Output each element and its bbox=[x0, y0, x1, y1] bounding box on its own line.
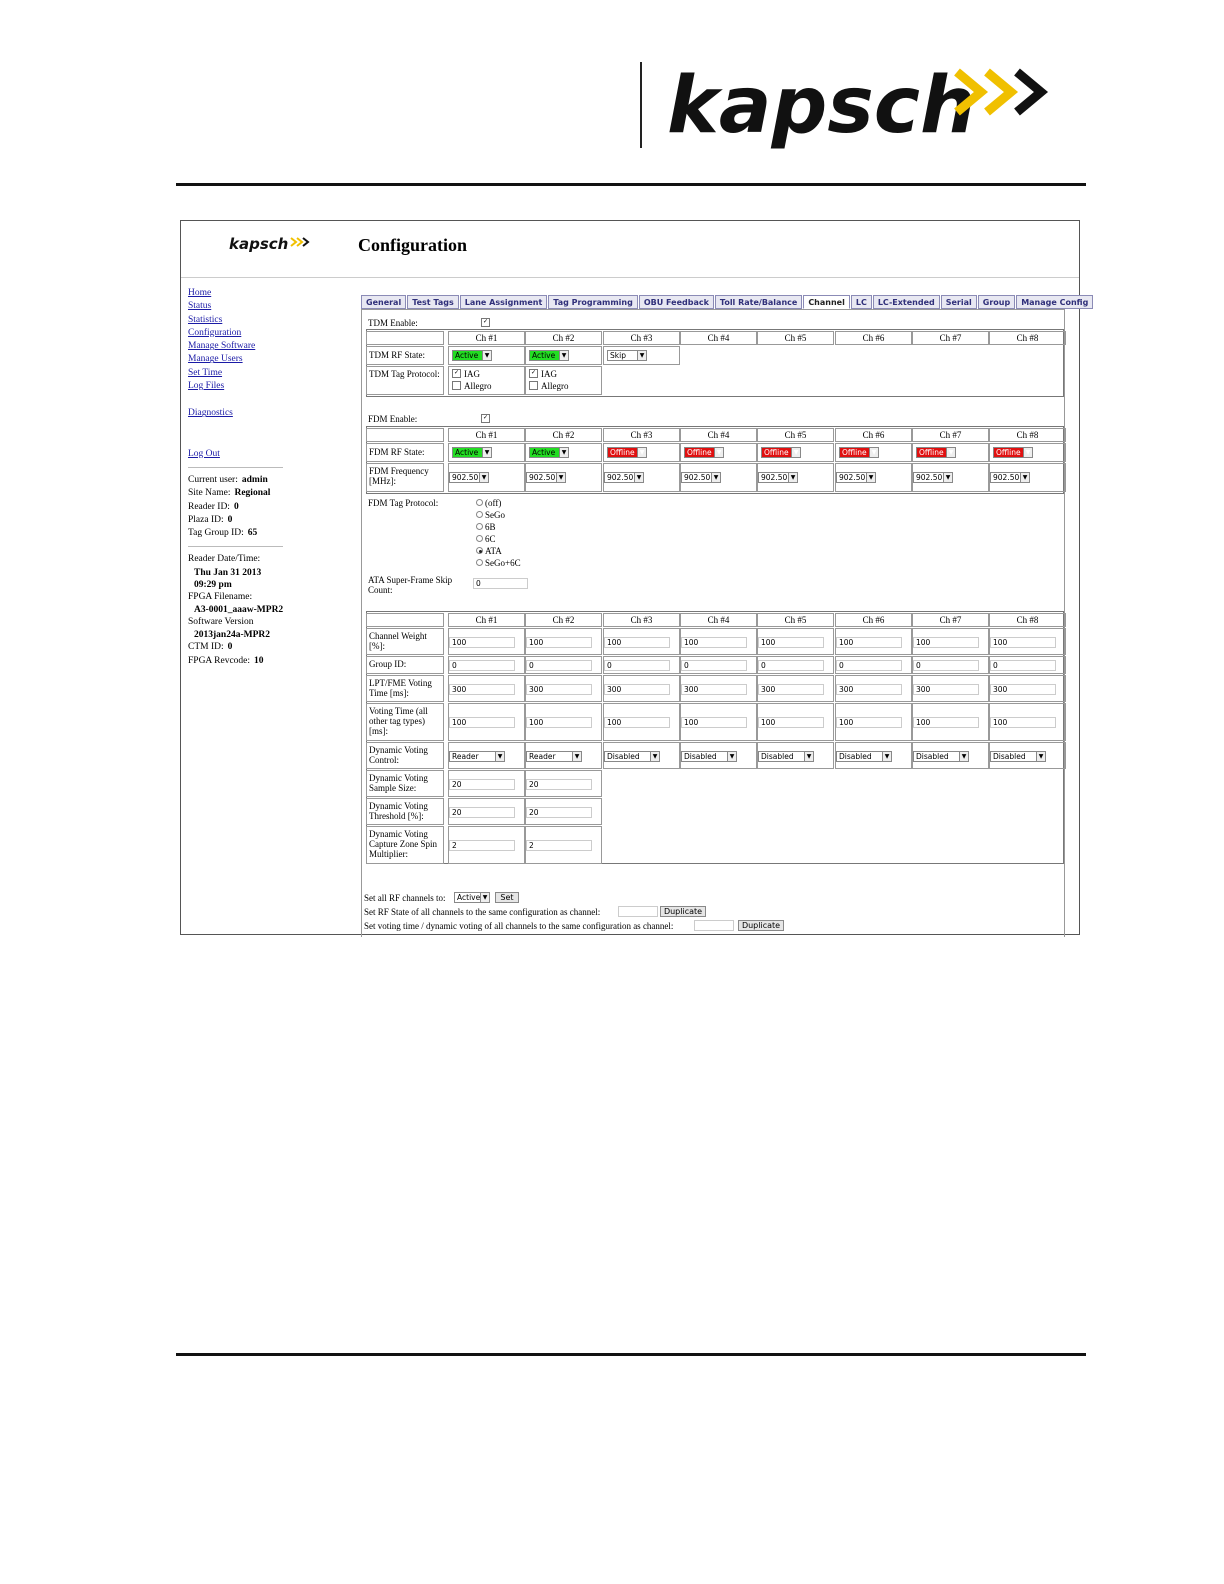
info-label: Reader ID: bbox=[188, 501, 230, 512]
info-plaza-id bbox=[188, 514, 358, 527]
fdm-enable-label: FDM Enable: bbox=[368, 414, 418, 424]
group_id-label-cell: Group ID: bbox=[366, 656, 444, 674]
select-value: Active bbox=[457, 893, 481, 902]
select-value: 902.50 bbox=[607, 473, 634, 482]
channel-header: Ch #6 bbox=[835, 331, 912, 345]
tab-serial[interactable]: Serial bbox=[941, 295, 977, 309]
info-value: Regional bbox=[234, 488, 271, 499]
group-id-input-ch2[interactable]: 0 bbox=[526, 660, 592, 671]
chevron-down-icon: ▼ bbox=[1036, 752, 1045, 761]
tab-general[interactable]: General bbox=[361, 295, 406, 309]
channel-weight-input-ch5[interactable]: 100 bbox=[758, 637, 824, 648]
dyn-threshold-input-ch1[interactable]: 20 bbox=[449, 807, 515, 818]
select-value: Offline bbox=[610, 448, 635, 457]
sidebar-link-manage-users[interactable]: Manage Users bbox=[188, 354, 243, 365]
fdm-frequency-select-ch4[interactable] bbox=[681, 472, 721, 483]
select-value: 902.50 bbox=[916, 473, 943, 482]
ctm-id: CTM ID: 0 bbox=[188, 642, 233, 653]
sidebar-link-manage-software[interactable]: Manage Software bbox=[188, 341, 256, 352]
channel-header: Ch #5 bbox=[757, 428, 834, 442]
software-version-label: Software Version bbox=[188, 617, 254, 628]
header-divider bbox=[640, 62, 642, 148]
channel-header: Ch #6 bbox=[835, 428, 912, 442]
fdm-frequency-select-ch3[interactable] bbox=[604, 472, 644, 483]
fpga-filename-label: FPGA Filename: bbox=[188, 591, 253, 602]
sidebar-link-log-files[interactable]: Log Files bbox=[188, 381, 225, 392]
chevron-down-icon: ▼ bbox=[711, 473, 720, 482]
select-value: 902.50 bbox=[839, 473, 866, 482]
lpt-input-ch8[interactable]: 300 bbox=[990, 684, 1056, 695]
info-label: Tag Group ID: bbox=[188, 528, 244, 539]
voting-time-input-ch2[interactable]: 100 bbox=[526, 717, 592, 728]
channel-header: Ch #7 bbox=[912, 613, 989, 627]
fdm-tag-protocol-option: 6C bbox=[485, 534, 496, 544]
app-logo-wordmark: kapsch bbox=[229, 235, 289, 253]
reader-date-label: Reader Date/Time: bbox=[188, 554, 261, 565]
info-tag-group-id bbox=[188, 527, 358, 540]
channel-header: Ch #1 bbox=[448, 428, 525, 442]
lpt-input-ch6[interactable]: 300 bbox=[836, 684, 902, 695]
reader-time: 09:29 pm bbox=[194, 579, 232, 590]
dyn_sample-label-cell: Dynamic Voting Sample Size: bbox=[366, 770, 444, 797]
info-label: Site Name: bbox=[188, 488, 231, 499]
lpt-label-cell: LPT/FME Voting Time [ms]: bbox=[366, 675, 444, 702]
dyn-control-select-ch4[interactable] bbox=[681, 751, 737, 762]
fdm-rf-state-label-cell: FDM RF State: bbox=[366, 443, 444, 462]
page-title: Configuration bbox=[358, 235, 468, 255]
dyn-sample-input-ch1[interactable]: 20 bbox=[449, 779, 515, 790]
channel-header: Ch #6 bbox=[835, 613, 912, 627]
info-value: admin bbox=[241, 474, 268, 485]
fdm-enable-checkbox[interactable]: ✓ bbox=[482, 415, 489, 421]
select-value: Disabled bbox=[916, 752, 949, 761]
app-logo bbox=[229, 233, 329, 255]
tdm-protocol-iag-checkbox-ch2[interactable]: ✓ bbox=[530, 370, 537, 376]
channel-weight-input-ch7[interactable]: 100 bbox=[913, 637, 979, 648]
chevron-down-icon: ▼ bbox=[1023, 448, 1032, 457]
lpt-input-ch3[interactable]: 300 bbox=[604, 684, 670, 695]
voting-time-input-ch7[interactable]: 100 bbox=[913, 717, 979, 728]
voting-time-input-ch6[interactable]: 100 bbox=[836, 717, 902, 728]
dyn_control-label-cell: Dynamic Voting Control: bbox=[366, 742, 444, 769]
voting_time-label-cell: Voting Time (all other tag types) [ms]: bbox=[366, 703, 444, 741]
select-value: Disabled bbox=[607, 752, 640, 761]
select-value: 902.50 bbox=[761, 473, 788, 482]
chevron-down-icon: ▼ bbox=[480, 893, 489, 902]
chevron-down-icon: ▼ bbox=[637, 448, 646, 457]
channel-header: Ch #7 bbox=[912, 331, 989, 345]
tdm-protocol-allegro-checkbox-ch1[interactable] bbox=[452, 381, 461, 390]
lpt-input-ch5[interactable]: 300 bbox=[758, 684, 824, 695]
dyn-control-select-ch6[interactable] bbox=[836, 751, 892, 762]
fdm-rf-state-select-ch3[interactable] bbox=[607, 447, 647, 458]
dyn-control-select-ch5[interactable] bbox=[758, 751, 814, 762]
ata-skip-count-label: ATA Super-Frame Skip Count: bbox=[368, 575, 453, 595]
dyn-capture-input-ch1[interactable]: 2 bbox=[449, 840, 515, 851]
tab-obu-feedback[interactable]: OBU Feedback bbox=[639, 295, 714, 309]
header-empty-cell bbox=[366, 331, 444, 345]
set-all-label: Set all RF channels to: bbox=[364, 893, 446, 903]
fdm-frequency-select-ch7[interactable] bbox=[913, 472, 953, 483]
info-current-user bbox=[188, 474, 358, 487]
tab-lc[interactable]: LC bbox=[851, 295, 872, 309]
fdm-frequency-select-ch5[interactable] bbox=[758, 472, 798, 483]
info-value: 0 bbox=[233, 501, 239, 512]
fpga-revcode: FPGA Revcode: 10 bbox=[188, 655, 264, 666]
sidebar-link-statistics[interactable]: Statistics bbox=[188, 314, 223, 325]
voting-duplicate-button[interactable]: Duplicate bbox=[738, 920, 784, 931]
voting-duplicate-label: Set voting time / dynamic voting of all channels to the same configuration as channel: bbox=[364, 921, 674, 931]
dyn_threshold-label-cell: Dynamic Voting Threshold [%]: bbox=[366, 798, 444, 825]
select-value: 902.50 bbox=[993, 473, 1020, 482]
fdm-tag-protocol-option: ATA bbox=[485, 546, 502, 556]
channel-header: Ch #3 bbox=[603, 428, 680, 442]
group-id-input-ch7[interactable]: 0 bbox=[913, 660, 979, 671]
header-empty-cell bbox=[366, 428, 444, 442]
select-value: Disabled bbox=[993, 752, 1026, 761]
fdm-tag-protocol-radio--off-[interactable] bbox=[476, 499, 483, 506]
group-id-input-ch5[interactable]: 0 bbox=[758, 660, 824, 671]
channel-header: Ch #7 bbox=[912, 428, 989, 442]
tab-test-tags[interactable]: Test Tags bbox=[407, 295, 459, 309]
tdm-tag-protocol-label-cell: TDM Tag Protocol: bbox=[366, 366, 444, 395]
reader-date: Thu Jan 31 2013 bbox=[194, 567, 262, 578]
channel-weight-input-ch6[interactable]: 100 bbox=[836, 637, 902, 648]
sidebar-link-diagnostics[interactable]: Diagnostics bbox=[188, 408, 233, 419]
select-value: Active bbox=[532, 448, 556, 457]
chevron-down-icon: ▼ bbox=[959, 752, 968, 761]
voting-time-input-ch3[interactable]: 100 bbox=[604, 717, 670, 728]
fdm-rf-state-select-ch4[interactable] bbox=[684, 447, 724, 458]
sidebar-link-status[interactable]: Status bbox=[188, 301, 212, 312]
select-value: Offline bbox=[842, 448, 867, 457]
chevron-down-icon: ▼ bbox=[804, 752, 813, 761]
chevron-down-icon: ▼ bbox=[482, 448, 491, 457]
channel_weight-label-cell: Channel Weight [%]: bbox=[366, 628, 444, 655]
set-all-select[interactable] bbox=[454, 892, 490, 903]
tdm-rf-state-select-ch1[interactable] bbox=[452, 350, 492, 361]
chevron-down-icon: ▼ bbox=[482, 351, 491, 360]
chevron-down-icon: ▼ bbox=[791, 448, 800, 457]
dyn_capture-label-cell: Dynamic Voting Capture Zone Spin Multiplier: bbox=[366, 826, 444, 864]
chevron-down-icon: ▼ bbox=[866, 473, 875, 482]
rf-duplicate-label: Set RF State of all channels to the same configuration as channel: bbox=[364, 907, 601, 917]
chevron-down-icon: ▼ bbox=[727, 752, 736, 761]
fdm-tag-protocol-option: (off) bbox=[485, 498, 502, 508]
select-value: 902.50 bbox=[452, 473, 479, 482]
voting-time-input-ch5[interactable]: 100 bbox=[758, 717, 824, 728]
channel-header: Ch #8 bbox=[989, 613, 1066, 627]
tab-lc-extended[interactable]: LC-Extended bbox=[873, 295, 940, 309]
chevron-down-icon: ▼ bbox=[559, 351, 568, 360]
channel-header: Ch #1 bbox=[448, 331, 525, 345]
select-value: Active bbox=[455, 351, 479, 360]
dyn-capture-input-ch2[interactable]: 2 bbox=[526, 840, 592, 851]
tab-toll-rate-balance[interactable]: Toll Rate/Balance bbox=[715, 295, 802, 309]
tdm-protocol-option-label: IAG bbox=[464, 369, 480, 379]
lpt-input-ch2[interactable]: 300 bbox=[526, 684, 592, 695]
sidebar-nav bbox=[188, 287, 358, 393]
voting-time-input-ch4[interactable]: 100 bbox=[681, 717, 747, 728]
chevron-down-icon: ▼ bbox=[788, 473, 797, 482]
dyn-control-select-ch7[interactable] bbox=[913, 751, 969, 762]
select-value: Active bbox=[532, 351, 556, 360]
sidebar-link-logout[interactable]: Log Out bbox=[188, 448, 220, 459]
fdm-tag-protocol-radio-sego-6c[interactable] bbox=[476, 559, 483, 566]
select-value: Active bbox=[455, 448, 479, 457]
fdm-frequency-select-ch6[interactable] bbox=[836, 472, 876, 483]
sidebar-divider bbox=[188, 546, 283, 547]
fdm-rf-state-select-ch6[interactable] bbox=[839, 447, 879, 458]
tab-group[interactable]: Group bbox=[978, 295, 1015, 309]
dyn-control-select-ch3[interactable] bbox=[604, 751, 660, 762]
fdm-rf-state-select-ch1[interactable] bbox=[452, 447, 492, 458]
select-value: Offline bbox=[919, 448, 944, 457]
fdm-tag-protocol-radio-sego[interactable] bbox=[476, 511, 483, 518]
chevron-down-icon: ▼ bbox=[882, 752, 891, 761]
info-label: Plaza ID: bbox=[188, 514, 224, 525]
voting-duplicate-input[interactable] bbox=[694, 920, 734, 931]
channel-header: Ch #3 bbox=[603, 613, 680, 627]
fdm-frequency-select-ch2[interactable] bbox=[526, 472, 566, 483]
lpt-input-ch1[interactable]: 300 bbox=[449, 684, 515, 695]
tab-channel[interactable]: Channel bbox=[803, 295, 850, 309]
group-id-input-ch3[interactable]: 0 bbox=[604, 660, 670, 671]
channel-header: Ch #4 bbox=[680, 613, 757, 627]
group-id-input-ch1[interactable]: 0 bbox=[449, 660, 515, 671]
fdm-frequency-select-ch1[interactable] bbox=[449, 472, 489, 483]
group-id-input-ch6[interactable]: 0 bbox=[836, 660, 902, 671]
sidebar-link-set-time[interactable]: Set Time bbox=[188, 367, 223, 378]
fdm-tag-protocol-radio-ata[interactable] bbox=[476, 547, 483, 554]
rf-duplicate-button[interactable]: Duplicate bbox=[660, 906, 706, 917]
channel-header: Ch #2 bbox=[525, 331, 602, 345]
tab-tag-programming[interactable]: Tag Programming bbox=[548, 295, 638, 309]
chevron-down-icon: ▼ bbox=[572, 752, 581, 761]
software-version: 2013jan24a-MPR2 bbox=[194, 630, 270, 641]
select-value: Offline bbox=[764, 448, 789, 457]
tab-lane-assignment[interactable]: Lane Assignment bbox=[460, 295, 548, 309]
select-value: Offline bbox=[687, 448, 712, 457]
channel-weight-input-ch2[interactable]: 100 bbox=[526, 637, 592, 648]
tdm-protocol-option-label: Allegro bbox=[464, 381, 492, 391]
tdm-enable-checkbox[interactable]: ✓ bbox=[482, 319, 489, 325]
chevron-down-icon: ▼ bbox=[650, 752, 659, 761]
info-value: 0 bbox=[227, 514, 233, 525]
select-value: Reader bbox=[529, 752, 556, 761]
select-value: Offline bbox=[996, 448, 1021, 457]
chevron-down-icon: ▼ bbox=[869, 448, 878, 457]
info-site-name bbox=[188, 487, 358, 500]
select-value: Reader bbox=[452, 752, 479, 761]
select-value: 902.50 bbox=[529, 473, 556, 482]
channel-header: Ch #5 bbox=[757, 331, 834, 345]
chevron-down-icon: ▼ bbox=[1020, 473, 1029, 482]
select-value: Disabled bbox=[684, 752, 717, 761]
sidebar-divider bbox=[188, 467, 283, 468]
group-id-input-ch4[interactable]: 0 bbox=[681, 660, 747, 671]
channel-header: Ch #2 bbox=[525, 613, 602, 627]
tdm-rf-state-select-ch3[interactable] bbox=[607, 350, 647, 361]
chevron-down-icon: ▼ bbox=[556, 473, 565, 482]
channel-header: Ch #5 bbox=[757, 613, 834, 627]
kapsch-logo bbox=[665, 62, 1085, 152]
fdm-tag-protocol-radio-6b[interactable] bbox=[476, 523, 483, 530]
kapsch-logo-wordmark: kapsch bbox=[667, 61, 976, 151]
select-value: Disabled bbox=[761, 752, 794, 761]
tdm-protocol-option-label: Allegro bbox=[541, 381, 569, 391]
fdm-frequency-label-cell: FDM Frequency [MHz]: bbox=[366, 463, 444, 492]
select-value: Skip bbox=[610, 351, 626, 360]
ata-skip-count-input[interactable]: 0 bbox=[473, 578, 528, 589]
channel-weight-input-ch3[interactable]: 100 bbox=[604, 637, 670, 648]
fdm-tag-protocol-radio-6c[interactable] bbox=[476, 535, 483, 542]
voting-time-input-ch8[interactable]: 100 bbox=[990, 717, 1056, 728]
info-value: 65 bbox=[247, 528, 258, 539]
lpt-input-ch4[interactable]: 300 bbox=[681, 684, 747, 695]
chevron-down-icon: ▼ bbox=[559, 448, 568, 457]
sidebar-link-configuration[interactable]: Configuration bbox=[188, 327, 242, 338]
channel-header: Ch #4 bbox=[680, 428, 757, 442]
tab-manage-config[interactable]: Manage Config bbox=[1016, 295, 1093, 309]
fdm-tag-protocol-option: SeGo+6C bbox=[485, 558, 521, 568]
fpga-filename: A3-0001_aaaw-MPR2 bbox=[194, 605, 284, 616]
tdm-rf-state-label-cell: TDM RF State: bbox=[366, 346, 444, 365]
group-id-input-ch8[interactable]: 0 bbox=[990, 660, 1056, 671]
select-value: 902.50 bbox=[684, 473, 711, 482]
info-label: Current user: bbox=[188, 474, 238, 485]
info-reader-id bbox=[188, 501, 358, 514]
header-empty-cell bbox=[366, 613, 444, 627]
channel-weight-input-ch8[interactable]: 100 bbox=[990, 637, 1056, 648]
fdm-rf-state-select-ch5[interactable] bbox=[761, 447, 801, 458]
dyn-threshold-input-ch2[interactable]: 20 bbox=[526, 807, 592, 818]
lpt-input-ch7[interactable]: 300 bbox=[913, 684, 979, 695]
sidebar bbox=[188, 287, 358, 668]
tab-bar bbox=[361, 295, 1093, 309]
tdm-protocol-iag-checkbox-ch1[interactable]: ✓ bbox=[453, 370, 460, 376]
tdm-enable-label: TDM Enable: bbox=[368, 318, 418, 328]
tdm-rf-state-select-ch2[interactable] bbox=[529, 350, 569, 361]
chevron-down-icon: ▼ bbox=[714, 448, 723, 457]
voting-time-input-ch1[interactable]: 100 bbox=[449, 717, 515, 728]
fdm-rf-state-select-ch7[interactable] bbox=[916, 447, 956, 458]
channel-header: Ch #8 bbox=[989, 428, 1066, 442]
select-value: Disabled bbox=[839, 752, 872, 761]
dyn-control-select-ch8[interactable] bbox=[990, 751, 1046, 762]
header-separator bbox=[181, 277, 1079, 278]
channel-weight-input-ch4[interactable]: 100 bbox=[681, 637, 747, 648]
configuration-screenshot bbox=[180, 220, 1089, 935]
channel-header: Ch #2 bbox=[525, 428, 602, 442]
fdm-frequency-select-ch8[interactable] bbox=[990, 472, 1030, 483]
chevron-down-icon: ▼ bbox=[634, 473, 643, 482]
chevron-down-icon: ▼ bbox=[946, 448, 955, 457]
dyn-control-select-ch1[interactable] bbox=[449, 751, 505, 762]
fdm-tag-protocol-label: FDM Tag Protocol: bbox=[368, 498, 439, 508]
fdm-rf-state-select-ch2[interactable] bbox=[529, 447, 569, 458]
sidebar-info bbox=[188, 474, 358, 540]
fdm-tag-protocol-option: SeGo bbox=[485, 510, 505, 520]
chevron-down-icon: ▼ bbox=[495, 752, 504, 761]
chevron-down-icon: ▼ bbox=[943, 473, 952, 482]
chevron-down-icon: ▼ bbox=[637, 351, 646, 360]
rf-duplicate-input[interactable] bbox=[618, 906, 658, 917]
dyn-sample-input-ch2[interactable]: 20 bbox=[526, 779, 592, 790]
sidebar-link-home[interactable]: Home bbox=[188, 288, 212, 298]
channel-header: Ch #1 bbox=[448, 613, 525, 627]
header-rule bbox=[176, 183, 1086, 186]
dyn-control-select-ch2[interactable] bbox=[526, 751, 582, 762]
channel-header: Ch #8 bbox=[989, 331, 1066, 345]
tdm-protocol-allegro-checkbox-ch2[interactable] bbox=[529, 381, 538, 390]
footer-rule bbox=[176, 1353, 1086, 1356]
set-button[interactable]: Set bbox=[495, 892, 519, 903]
fdm-rf-state-select-ch8[interactable] bbox=[993, 447, 1033, 458]
channel-header: Ch #3 bbox=[603, 331, 680, 345]
channel-weight-input-ch1[interactable]: 100 bbox=[449, 637, 515, 648]
channel-header: Ch #4 bbox=[680, 331, 757, 345]
fdm-tag-protocol-option: 6B bbox=[485, 522, 496, 532]
channel-content bbox=[361, 309, 1065, 937]
tdm-protocol-option-label: IAG bbox=[541, 369, 557, 379]
chevron-down-icon: ▼ bbox=[479, 473, 488, 482]
